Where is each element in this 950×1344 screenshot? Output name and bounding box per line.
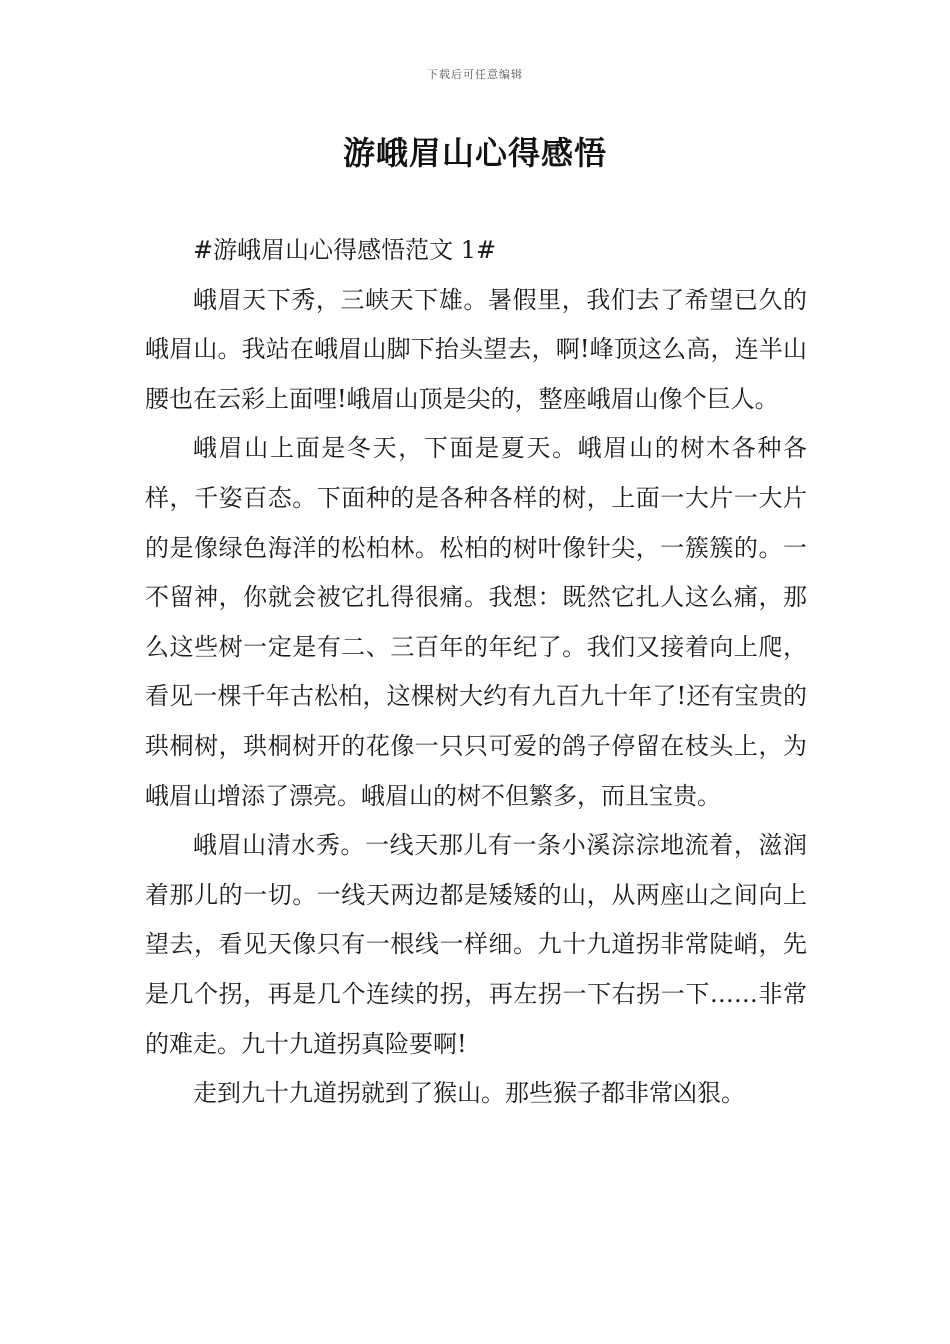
paragraph: 峨眉山上面是冬天，下面是夏天。峨眉山的树木各种各样，千姿百态。下面种的是各种各样的树，上面一大片一大片的是像绿色海洋的松柏林。松柏的树叶像针尖，一簇簇的。一不留神，你就会被它扎得很痛。我想：既然它扎人这么痛，那么这些树一定是有二、三百年的年纪了。我们又接着向上爬，看见一棵千年古松柏，这棵树大约有九百九十年了!还有宝贵的珙桐树，珙桐树开的花像一只只可爱的鸽子停留在枝头上，为峨眉山增添了漂亮。峨眉山的树不但繁多，而且宝贵。 [145,434,807,810]
paragraph: 峨眉天下秀，三峡天下雄。暑假里，我们去了希望已久的峨眉山。我站在峨眉山脚下抬头望去，啊!峰顶这么高，连半山腰也在云彩上面哩!峨眉山顶是尖的，整座峨眉山像个巨人。 [145,285,807,413]
section-heading: #游峨眉山心得感悟范文 1# [193,236,497,264]
paragraph: 峨眉山清水秀。一线天那儿有一条小溪淙淙地流着，滋润着那儿的一切。一线天两边都是矮矮的山，从两座山之间向上望去，看见天像只有一根线一样细。九十九道拐非常陡峭，先是几个拐，再是几个连续的拐，再左拐一下右拐一下……非常的难走。九十九道拐真险要啊! [145,831,807,1058]
document-body [145,226,807,1119]
document-title: 游峨眉山心得感悟 [342,134,607,172]
paragraph: 走到九十九道拐就到了猴山。那些猴子都非常凶狠。 [193,1079,745,1108]
header-note: 下载后可任意编辑 [427,68,523,81]
